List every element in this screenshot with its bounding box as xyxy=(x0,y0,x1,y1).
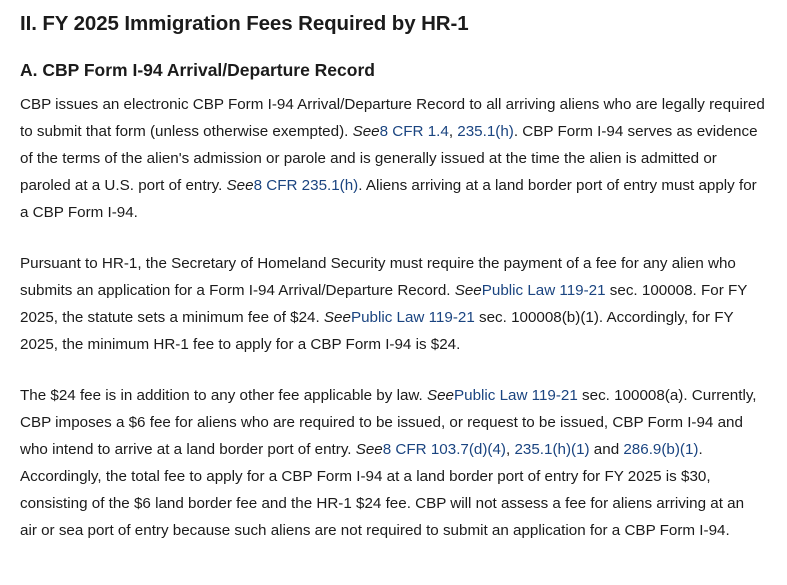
citation-link-286-9-b-1[interactable]: 286.9(b)(1) xyxy=(623,441,699,458)
paragraph-text: The $24 fee is in addition to any other fee applicable by law. xyxy=(20,387,427,404)
citation-link-235-1-h-1[interactable]: 235.1(h)(1) xyxy=(514,441,590,458)
see-signal: See xyxy=(426,387,454,404)
paragraph-text: CBP issues an electronic CBP Form I-94 Arrival/Departure Record to all arriving aliens who are legally required to submit that form (unless otherwise exempted). xyxy=(20,96,765,140)
subsection-heading: A. CBP Form I-94 Arrival/Departure Record xyxy=(20,60,375,80)
see-signal: See xyxy=(454,282,482,299)
paragraph-total-fee xyxy=(20,382,765,544)
paragraph-text: , xyxy=(448,123,458,140)
citation-link-public-law-119-21[interactable]: Public Law 119-21 xyxy=(454,387,578,404)
paragraph-text: . CBP Form I-94 serves as evidence of the terms of the alien's admission or parole and is generally issued at the time the alien is admitted or paroled at a U.S. port of entry. xyxy=(20,123,758,194)
see-signal: See xyxy=(352,123,380,140)
paragraph-text: . Aliens arriving at a land border port of entry must apply for a CBP Form I-94. xyxy=(20,177,757,221)
paragraph-text: , xyxy=(505,441,515,458)
citation-link-public-law-119-21[interactable]: Public Law 119-21 xyxy=(481,282,606,299)
see-signal: See xyxy=(323,309,351,326)
paragraph-cbp-form-i94 xyxy=(20,91,765,226)
see-signal: See xyxy=(355,441,383,458)
section-heading: II. FY 2025 Immigration Fees Required by HR-1 xyxy=(20,12,469,35)
paragraph-text: . Accordingly, the total fee to apply for a CBP Form I-94 at a land border port of entry for FY 2025 is $30, consisting of the $6 land border fee and the HR-1 $24 fee. CBP will not assess a fee for aliens arriving at an air or sea port of entry because such aliens are not required to submit an application for a CBP Form I-94. xyxy=(20,441,745,539)
paragraph-hr1-fee xyxy=(20,250,765,358)
citation-link-8-cfr-103-7-d-4[interactable]: 8 CFR 103.7(d)(4) xyxy=(382,441,506,458)
citation-link-8-cfr-1-4[interactable]: 8 CFR 1.4 xyxy=(379,123,449,140)
paragraph-text: Pursuant to HR-1, the Secretary of Homeland Security must require the payment of a fee for any alien who submits an application for a Form I-94 Arrival/Departure Record. xyxy=(20,255,736,299)
paragraph-text: sec. 100008. For FY 2025, the statute sets a minimum fee of $24. xyxy=(20,282,748,326)
citation-link-public-law-119-21[interactable]: Public Law 119-21 xyxy=(350,309,475,326)
citation-link-8-cfr-235-1-h[interactable]: 8 CFR 235.1(h) xyxy=(253,177,359,194)
paragraph-text: sec. 100008(a). Currently, CBP imposes a $6 fee for aliens who are required to be issued, or request to be issued, CBP Form I-94 and who intend to arrive at a land border port of entry. xyxy=(20,387,757,458)
paragraph-text: and xyxy=(589,441,624,458)
citation-link-235-1-h[interactable]: 235.1(h) xyxy=(457,123,514,140)
see-signal: See xyxy=(226,177,254,194)
paragraph-text: sec. 100008(b)(1). Accordingly, for FY 2025, the minimum HR-1 fee to apply for a CBP Form I-94 is $24. xyxy=(20,309,734,353)
